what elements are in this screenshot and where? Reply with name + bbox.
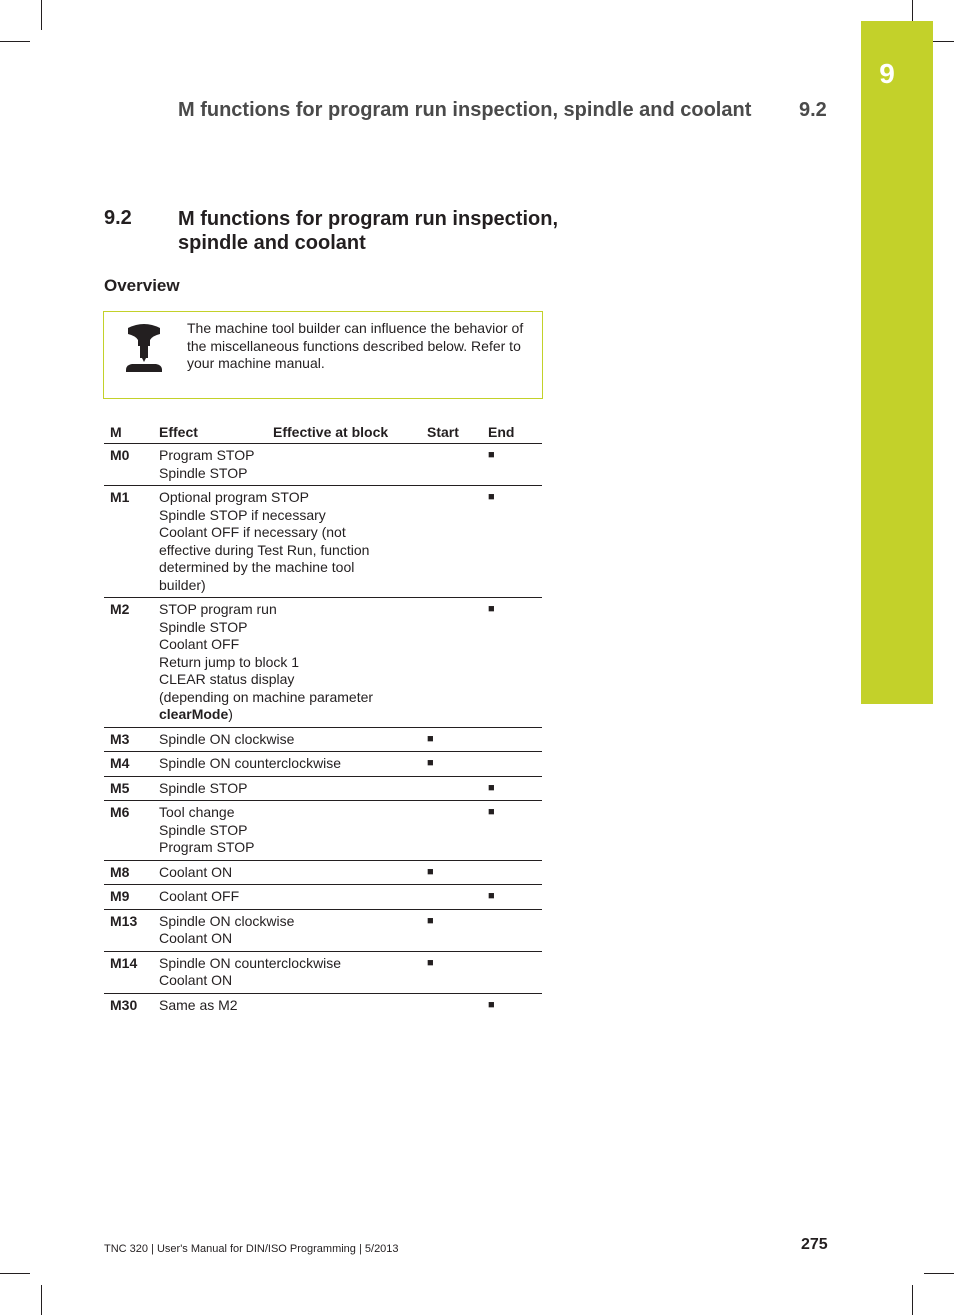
end-cell: [482, 860, 542, 885]
end-cell: [482, 909, 542, 951]
effect-cell: [153, 909, 421, 951]
effect-line: Coolant OFF if necessary (not: [159, 524, 346, 540]
start-cell: [421, 776, 482, 801]
end-cell: [482, 951, 542, 993]
start-cell: [421, 885, 482, 910]
effect-cell: [153, 752, 421, 777]
table-row: [104, 801, 542, 861]
column-header: M: [104, 418, 153, 444]
effect-cell: [153, 801, 421, 861]
start-mark: ■: [421, 909, 482, 951]
crop-mark: [41, 1285, 42, 1315]
crop-mark: [912, 1285, 913, 1315]
crop-mark: [924, 1273, 954, 1274]
effect-cell: [153, 727, 421, 752]
effect-line: determined by the machine tool: [159, 559, 355, 575]
table-row: [104, 752, 542, 777]
start-mark: ■: [421, 951, 482, 993]
effect-cell: [153, 776, 421, 801]
effect-line: Coolant ON: [159, 863, 233, 880]
table-row: [104, 727, 542, 752]
chapter-number: 9: [879, 58, 895, 89]
effect-line: STOP program run: [159, 601, 277, 617]
start-cell: [421, 598, 482, 728]
effect-line: [159, 706, 421, 724]
effect-line: effective during Test Run, function: [159, 541, 370, 558]
running-head-number: 9.2: [799, 99, 827, 121]
end-mark: ■: [482, 598, 542, 728]
end-mark: ■: [482, 444, 542, 486]
effect-line: Spindle ON clockwise: [159, 912, 295, 929]
end-mark: ■: [482, 801, 542, 861]
end-mark: ■: [482, 885, 542, 910]
m-code: M14: [104, 951, 153, 993]
section-number: 9.2: [104, 207, 132, 229]
column-header: Effect: [153, 418, 267, 444]
m-code: M30: [110, 996, 138, 1013]
table-row: [104, 776, 542, 801]
section-title: M functions for program run inspection, spindle and coolant: [178, 208, 558, 254]
table-row: [104, 909, 542, 951]
m-code: M6: [104, 801, 153, 861]
start-cell: [421, 801, 482, 861]
effect-line: Program STOP: [159, 839, 255, 855]
end-mark: ■: [482, 486, 542, 598]
table-row: [104, 885, 542, 910]
machine-manual-icon: [122, 322, 166, 376]
column-header: Start: [421, 418, 482, 444]
crop-mark: [0, 1273, 30, 1274]
effect-line: Optional program STOP: [159, 489, 309, 505]
effect-cell: [153, 598, 421, 728]
start-cell: [421, 993, 482, 1017]
m-code: M4: [104, 752, 153, 777]
start-mark: ■: [421, 860, 482, 885]
m-code: M9: [104, 885, 153, 910]
table-row: [104, 486, 542, 598]
end-mark: ■: [482, 776, 542, 801]
subheading: Overview: [104, 276, 180, 295]
m-code: M0: [104, 444, 153, 486]
effect-line: Spindle ON clockwise: [159, 730, 295, 747]
effect-line: Coolant OFF: [159, 888, 240, 904]
effect-line: Same as M2: [159, 996, 238, 1013]
chapter-tab: [861, 21, 933, 704]
m-code: M5: [104, 776, 153, 801]
effect-line: Coolant OFF: [159, 636, 240, 652]
m-code: M1: [104, 486, 153, 598]
effect-line: Coolant ON: [159, 972, 233, 988]
m-code: M13: [104, 909, 153, 951]
running-head-title: M functions for program run inspection, spindle and coolant: [178, 99, 752, 121]
end-cell: [482, 727, 542, 752]
start-mark: ■: [421, 727, 482, 752]
start-cell: [421, 486, 482, 598]
m-code: M8: [104, 860, 153, 885]
effect-line: Spindle ON counterclockwise: [159, 755, 342, 771]
effect-cell: [153, 444, 421, 486]
effect-line: Spindle ON counterclockwise: [159, 954, 342, 971]
effect-cell: [153, 885, 421, 910]
column-header: End: [482, 418, 542, 444]
note-box: [103, 311, 543, 399]
page-number: 275: [801, 1236, 828, 1253]
start-mark: ■: [421, 752, 482, 777]
effect-line: Spindle STOP: [159, 464, 248, 481]
m-code: M2: [104, 598, 153, 728]
column-header: Effective at block: [267, 418, 421, 444]
effect-line: CLEAR status display: [159, 671, 295, 687]
table-header-row: [104, 418, 542, 444]
effect-line: Spindle STOP: [159, 779, 248, 796]
machine-parameter: clearMode: [159, 706, 229, 722]
table-row: [104, 993, 542, 1017]
m-functions-table: [104, 418, 542, 1017]
effect-line: (depending on machine parameter: [159, 688, 374, 705]
end-mark: ■: [488, 998, 495, 1011]
effect-cell: [153, 993, 421, 1017]
table-row: [104, 444, 542, 486]
start-cell: [421, 444, 482, 486]
effect-line: Spindle STOP: [159, 821, 248, 838]
effect-line: builder): [159, 576, 206, 593]
effect-line: Tool change: [159, 804, 235, 820]
table-row: [104, 598, 542, 728]
effect-cell: [153, 486, 421, 598]
crop-mark: [41, 0, 42, 30]
effect-cell: [153, 860, 421, 885]
table-row: [104, 951, 542, 993]
effect-line: Spindle STOP if necessary: [159, 506, 326, 523]
effect-line: Spindle STOP: [159, 618, 248, 635]
effect-line: Coolant ON: [159, 930, 233, 946]
footer-text: TNC 320 | User's Manual for DIN/ISO Programming | 5/2013: [104, 1243, 399, 1255]
crop-mark: [0, 41, 30, 42]
end-cell: [482, 752, 542, 777]
param-suffix: ): [228, 706, 233, 722]
m-code: M3: [104, 727, 153, 752]
effect-line: Return jump to block 1: [159, 653, 300, 670]
note-text: The machine tool builder can influence the behavior of the miscellaneous functions described below. Refer to your machine manual.: [187, 320, 524, 371]
effect-line: Program STOP: [159, 447, 255, 463]
table-row: [104, 860, 542, 885]
effect-cell: [153, 951, 421, 993]
